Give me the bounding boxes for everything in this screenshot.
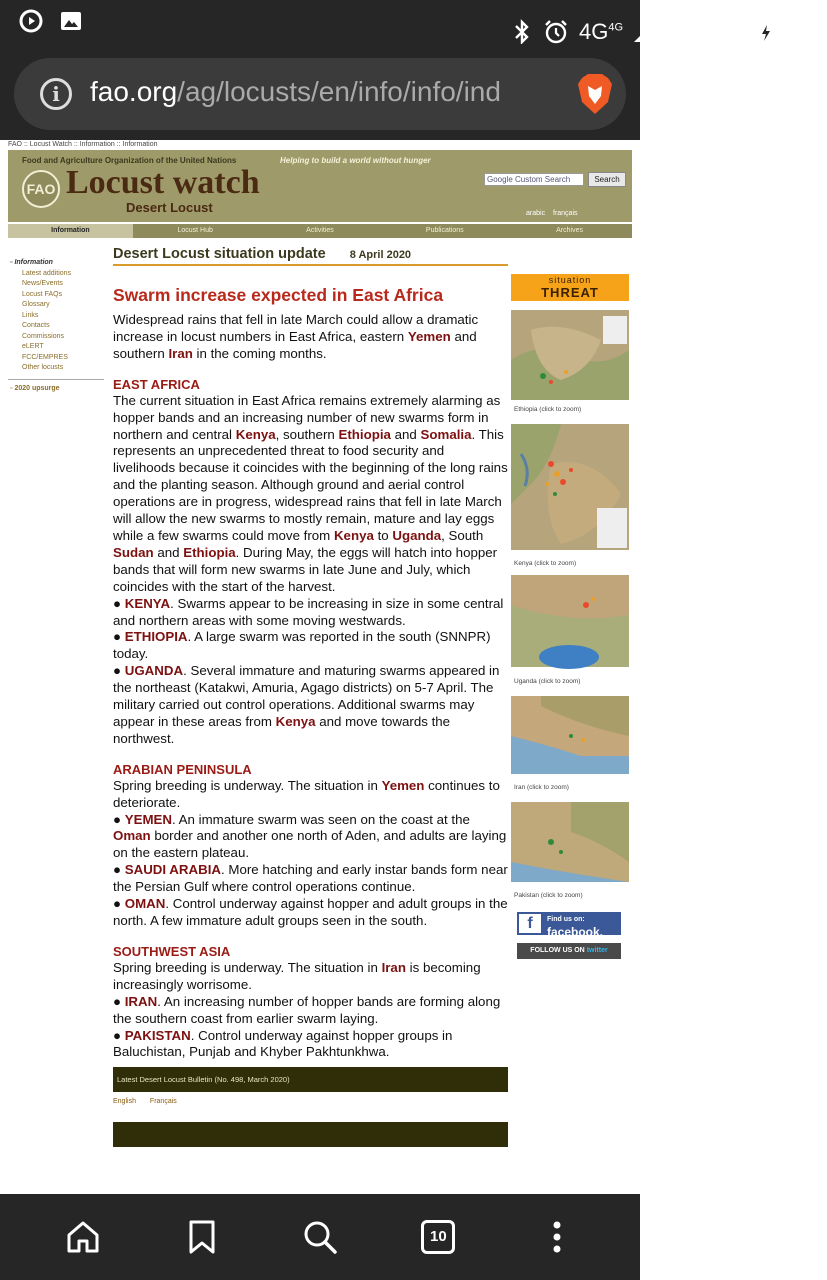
- country-name[interactable]: ETHIOPIA: [124, 629, 188, 645]
- site-info-icon[interactable]: i: [40, 78, 72, 110]
- roaming-indicator: R: [736, 23, 748, 40]
- country-name[interactable]: KENYA: [124, 595, 171, 611]
- search-input[interactable]: Google Custom Search: [484, 173, 584, 186]
- bulletin-languages: [113, 1098, 508, 1105]
- country-name[interactable]: Kenya: [275, 713, 316, 729]
- sidebar-item-links[interactable]: Links: [22, 311, 39, 319]
- region-heading: SOUTHWEST ASIA: [113, 943, 231, 959]
- web-page: [0, 140, 640, 1194]
- sidebar-divider: [8, 379, 104, 380]
- region-summary: Spring breeding is underway. The situation in Yemen continues to deteriorate.: [113, 777, 500, 810]
- country-name[interactable]: Oman: [113, 828, 151, 844]
- country-bullet: ● ETHIOPIA. A large swarm was reported in the south (SNNPR) today.: [113, 629, 491, 662]
- previous-bulletin-bar[interactable]: [113, 1122, 508, 1147]
- sidebar-item-elert[interactable]: eLERT: [22, 343, 44, 350]
- bulletin-bar[interactable]: Latest Desert Locust Bulletin (No. 498, March 2020): [113, 1067, 508, 1092]
- country-name[interactable]: Somalia: [420, 426, 472, 442]
- sidebar-item-news-events[interactable]: News/Events: [22, 280, 63, 287]
- bulletin-french-link[interactable]: Français: [149, 1098, 177, 1106]
- country-bullet: ● UGANDA. Several immature and maturing swarms appeared in the northeast (Katakwi, Amuria, Agago districts) on 5-7 April. The military carried out control operations. Additional swarms may appear in these areas from Kenya and move towards the northwest.: [113, 663, 500, 746]
- bluetooth-icon: [511, 19, 533, 45]
- section-label: Desert Locust situation update: [113, 246, 326, 262]
- article-headline: Swarm increase expected in East Africa: [113, 285, 444, 305]
- sidebar-header[interactable]: ▫ Information: [10, 259, 53, 266]
- signal-icon: [633, 19, 655, 45]
- facebook-button[interactable]: [517, 912, 621, 939]
- map-caption: Uganda (click to zoom): [514, 678, 581, 685]
- tabs-button[interactable]: [414, 1213, 462, 1261]
- country-name[interactable]: YEMEN: [124, 811, 173, 827]
- region-summary: The current situation in East Africa remains extremely alarming as hopper bands and an increasing number of new swarms form in northern and central Kenya, southern Ethiopia and Somalia. This represents an unprecedented threat to food security and livelihoods because it coincides with the beginning of the long rains and the planting season. Although ground and aerial control operations are in progress, widespread rains that fell in late March will allow the new swarms to mostly remain, mature and lay eggs while a few swarms could move from Kenya to Uganda, South Sudan and Ethiopia. During May, the eggs will hatch into hopper bands that will form new swarms in late June and July, which coincides with the start of the harvest.: [113, 392, 508, 594]
- search-button[interactable]: Search: [588, 172, 626, 187]
- country-name[interactable]: Sudan: [113, 544, 154, 560]
- country-bullet: ● PAKISTAN. Control underway against hopper groups in Baluchistan, Punjab and Khyber Pakhtunkhwa.: [113, 1027, 453, 1060]
- facebook-small-label: Find us on:: [547, 916, 585, 923]
- sidebar-item-glossary[interactable]: Glossary: [22, 301, 50, 308]
- map-uganda[interactable]: [511, 575, 629, 693]
- sidebar: [8, 258, 104, 518]
- country-name[interactable]: PAKISTAN: [124, 1027, 191, 1043]
- country-name[interactable]: SAUDI ARABIA: [124, 862, 222, 878]
- twitter-label: twitter: [586, 947, 608, 954]
- country-bullet: ● KENYA. Swarms appear to be increasing in size in some central and northern areas with some moving westwards.: [113, 595, 504, 628]
- image-icon: [58, 8, 84, 34]
- country-name[interactable]: Yemen: [407, 328, 451, 344]
- sidebar-item-latest-additions[interactable]: Latest additions: [22, 269, 72, 277]
- map-uganda-image[interactable]: [511, 575, 629, 667]
- brave-shields-icon[interactable]: [574, 72, 616, 116]
- map-pakistan[interactable]: [511, 802, 629, 906]
- country-bullet: ● IRAN. An increasing number of hopper bands are forming along the southern coast from earlier swarm laying.: [113, 993, 501, 1026]
- sidebar-item-contacts[interactable]: Contacts: [22, 322, 50, 329]
- map-pakistan-image[interactable]: [511, 802, 629, 882]
- threat-top-label: situation: [548, 275, 592, 285]
- country-bullet: ● YEMEN. An immature swarm was seen on the coast at the Oman border and another one north of Aden, and adults are laying on the eastern plateau.: [113, 811, 507, 861]
- country-name[interactable]: Ethiopia: [338, 426, 391, 442]
- country-name[interactable]: IRAN: [124, 993, 158, 1009]
- article-intro: Widespread rains that fell in late March could allow a dramatic increase in locust numbers in East Africa, eastern Yemen and southern Iran in the coming months.: [113, 312, 479, 361]
- main-nav: [8, 224, 632, 238]
- network-3g: 3G: [665, 19, 695, 44]
- map-caption: Ethiopia (click to zoom): [514, 406, 582, 413]
- map-kenya[interactable]: [511, 424, 629, 574]
- article-date: 8 April 2020: [349, 249, 412, 261]
- network-4g: $4G^{4G}$: [579, 19, 624, 44]
- play-icon: [18, 8, 44, 34]
- sidebar-item-other-locusts[interactable]: Other locusts: [22, 364, 64, 371]
- social-links: [511, 912, 629, 959]
- facebook-icon: f: [519, 914, 541, 933]
- site-header: [8, 150, 632, 222]
- bulletin-english-link[interactable]: English: [113, 1098, 136, 1106]
- twitter-button[interactable]: [517, 943, 621, 959]
- clock: 8:10 PM: [783, 6, 827, 57]
- url-text[interactable]: fao.org/ag/locusts/en/info/info/ind: [90, 76, 501, 107]
- facebook-label: facebook.: [547, 925, 604, 939]
- site-tagline: Helping to build a world without hunger: [280, 156, 431, 165]
- article-topline: [113, 246, 508, 266]
- nav-information[interactable]: Information: [8, 224, 133, 238]
- region-heading: EAST AFRICA: [113, 376, 200, 392]
- map-ethiopia[interactable]: [511, 310, 629, 416]
- threat-bottom-label: THREAT: [541, 285, 599, 300]
- org-name: Food and Agriculture Organization of the United Nations: [22, 156, 237, 165]
- nav-locust-hub[interactable]: Locust Hub: [177, 227, 213, 234]
- home-icon[interactable]: [59, 1213, 107, 1261]
- country-name[interactable]: Kenya: [235, 426, 276, 442]
- region-heading: ARABIAN PENINSULA: [113, 761, 252, 777]
- country-name[interactable]: Iran: [381, 959, 406, 975]
- map-caption: Pakistan (click to zoom): [514, 892, 583, 899]
- nav-publications[interactable]: Publications: [425, 227, 464, 234]
- country-bullet: ● OMAN. Control underway against hopper and adult groups in the north. A few immature adult groups seen in the south.: [113, 896, 508, 928]
- alarm-icon: [543, 19, 569, 45]
- country-name[interactable]: Kenya: [333, 527, 374, 543]
- right-panel: [511, 274, 629, 959]
- map-ethiopia-image[interactable]: [511, 310, 629, 400]
- battery-charging-icon: [758, 19, 774, 45]
- country-name[interactable]: Uganda: [392, 527, 442, 543]
- more-menu-icon[interactable]: [533, 1213, 581, 1261]
- address-field[interactable]: [14, 58, 626, 130]
- map-iran[interactable]: [511, 696, 629, 798]
- threat-badge[interactable]: [511, 274, 629, 301]
- breadcrumb: FAO :: Locust Watch :: Information :: Information: [8, 141, 158, 148]
- country-name[interactable]: UGANDA: [124, 663, 184, 679]
- country-name[interactable]: Iran: [168, 345, 193, 361]
- article: [113, 246, 508, 1147]
- search-icon[interactable]: [296, 1213, 344, 1261]
- browser-bottom-bar: [0, 1194, 640, 1280]
- lang-french-link[interactable]: français: [553, 210, 578, 217]
- country-name[interactable]: Ethiopia: [183, 544, 236, 560]
- sidebar-item-2020-upsurge[interactable]: ▫ 2020 upsurge: [10, 384, 60, 392]
- tab-count: 10: [421, 1220, 455, 1254]
- country-bullet: ● SAUDI ARABIA. More hatching and early instar bands form near the Persian Gulf where control operations continue.: [113, 862, 508, 895]
- map-caption: Iran (click to zoom): [514, 784, 569, 791]
- sidebar-item-fcc-empres[interactable]: FCC/EMPRES: [22, 353, 68, 361]
- fao-logo[interactable]: FAO: [22, 170, 60, 208]
- map-iran-image[interactable]: [511, 696, 629, 774]
- browser-url-bar: [0, 44, 640, 140]
- country-name[interactable]: OMAN: [124, 896, 166, 912]
- map-caption: Kenya (click to zoom): [514, 560, 577, 567]
- bookmark-icon[interactable]: [178, 1213, 226, 1261]
- nav-archives[interactable]: Archives: [556, 227, 583, 234]
- signal-icon: [704, 19, 726, 45]
- sidebar-item-locust-faqs[interactable]: Locust FAQs: [22, 290, 63, 298]
- sidebar-item-commissions[interactable]: Commissions: [22, 332, 65, 340]
- country-name[interactable]: Yemen: [381, 777, 425, 793]
- status-bar: [0, 0, 827, 57]
- lang-arabic-link[interactable]: arabic: [526, 210, 546, 217]
- twitter-prefix: FOLLOW US ON: [530, 947, 585, 954]
- nav-activities[interactable]: Activities: [306, 227, 334, 234]
- site-subtitle: Desert Locust: [126, 200, 213, 215]
- region-summary: Spring breeding is underway. The situation in Iran is becoming increasingly worrisome.: [113, 959, 481, 992]
- site-title[interactable]: Locust watch: [66, 164, 260, 201]
- map-kenya-image[interactable]: [511, 424, 629, 550]
